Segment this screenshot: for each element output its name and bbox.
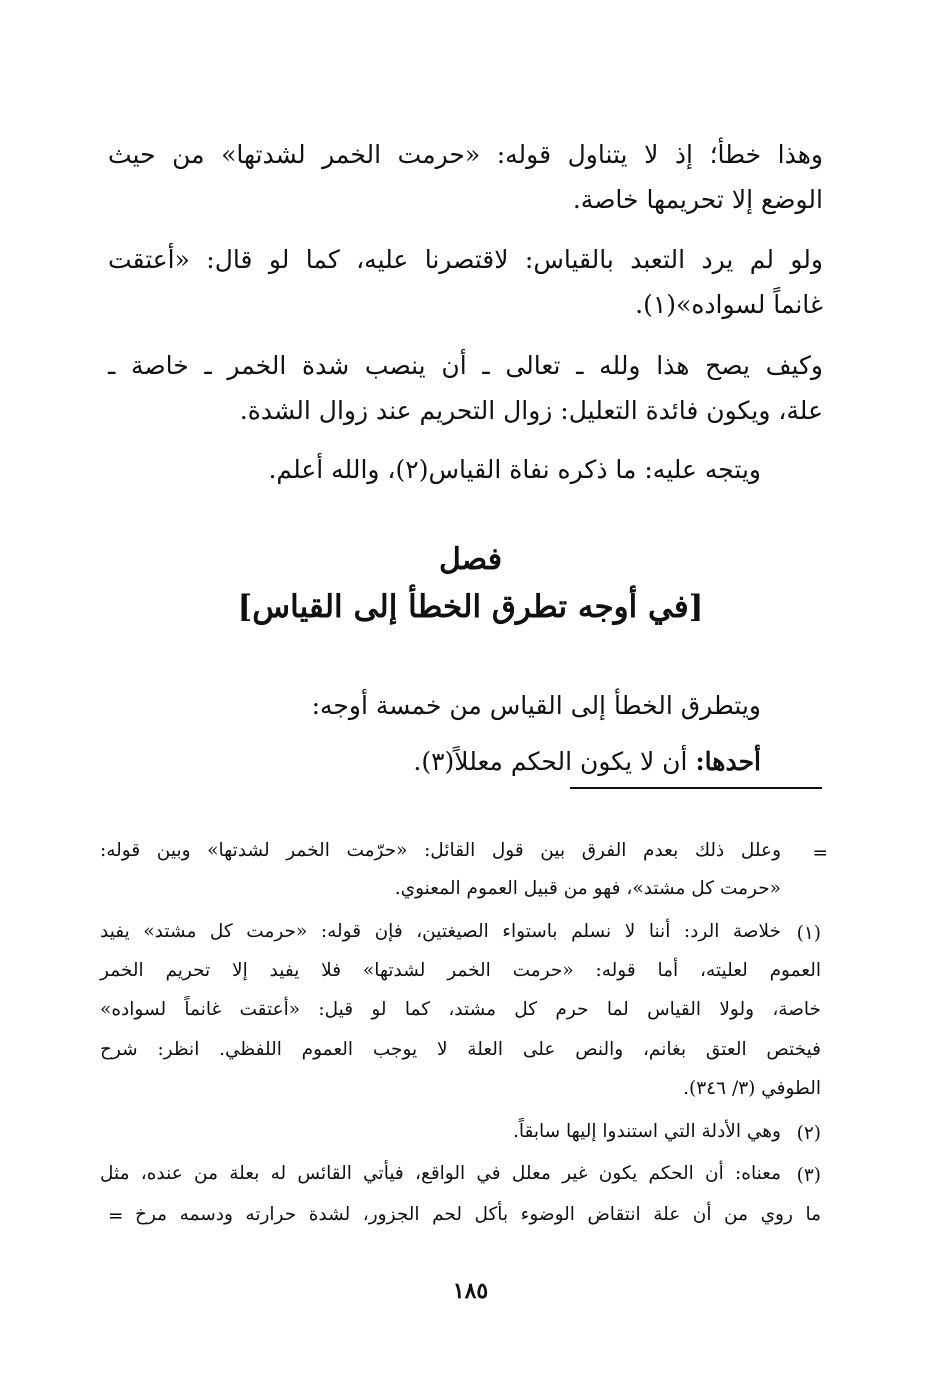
paragraph-line: غانماً لسواده»(١). (635, 290, 823, 319)
footnote-separator (570, 787, 822, 789)
footnote-number: (١) (796, 923, 821, 944)
footnote-line: «حرمت كل مشتد»، فهو من قبيل العموم المعنوي. (394, 878, 781, 899)
trailing-continuation-mark: = (108, 1206, 124, 1227)
paragraph-line: ويتجه عليه: ما ذكره نفاة القياس(٢)، والله أعلم. (268, 455, 761, 484)
footnote-line: العموم لعليته، أما قوله: «حرمت الخمر لشدتها» فلا يفيد إلا تحريم الخمر (100, 960, 821, 981)
paragraph-line: وكيف يصح هذا ولله ـ تعالى ـ أن ينصب شدة الخمر ـ خاصة ـ (108, 351, 823, 380)
footnote-number: (٢) (796, 1123, 821, 1144)
footnote-line: فيختص العتق بغانم، والنص على العلة لا يوجب العموم اللفظي. انظر: شرح (100, 1039, 821, 1060)
paragraph-line: علة، ويكون فائدة التعليل: زوال التحريم عند زوال الشدة. (239, 396, 823, 425)
page-number: ١٨٥ (452, 1278, 489, 1304)
footnote-line: خاصة، ولولا القياس لما حرم كل مشتد، كما لو قيل: «أعتقت غانماً لسواده» (100, 999, 821, 1020)
paragraph-line: ولو لم يرد التعبد بالقياس: لاقتصرنا عليه، كما لو قال: «أعتقت (108, 245, 823, 274)
footnote-line: ما روي من أن علة انتقاض الوضوء بأكل لحم الجزور، لشدة حرارته ودسمه مرخ (135, 1204, 821, 1225)
paragraph-line: وهذا خطأ؛ إذ لا يتناول قوله: «حرمت الخمر لشدتها» من حيث (108, 140, 823, 169)
footnote-line: خلاصة الرد: أننا لا نسلم باستواء الصيغتين، فإن قوله: «حرمت كل مشتد» يفيد (100, 921, 781, 942)
section-subtitle: [في أوجه تطرق الخطأ إلى القياس] (237, 589, 704, 625)
section-intro: ويتطرق الخطأ إلى القياس من خمسة أوجه: (311, 691, 761, 720)
first-aspect (413, 749, 761, 774)
footnote-line: الطوفي (٣/ ٣٤٦). (683, 1078, 821, 1099)
section-title: فصل (438, 542, 503, 577)
footnote-line: وهي الأدلة التي استندوا إليها سابقاً. (512, 1121, 781, 1142)
footnote-line: وعلل ذلك بعدم الفرق بين قول القائل: «حرّمت الخمر لشدتها» وبين قوله: (100, 840, 781, 861)
continuation-mark: = (812, 843, 828, 864)
footnote-number: (٣) (796, 1165, 821, 1186)
first-aspect-text: أن لا يكون الحكم معللاً(٣). (413, 747, 696, 776)
first-aspect-label: أحدها: (695, 747, 761, 776)
paragraph-line: الوضع إلا تحريمها خاصة. (572, 185, 823, 214)
footnote-line: معناه: أن الحكم يكون غير معلل في الواقع، فيأتي القائس له بعلة من عنده، مثل (100, 1163, 781, 1184)
